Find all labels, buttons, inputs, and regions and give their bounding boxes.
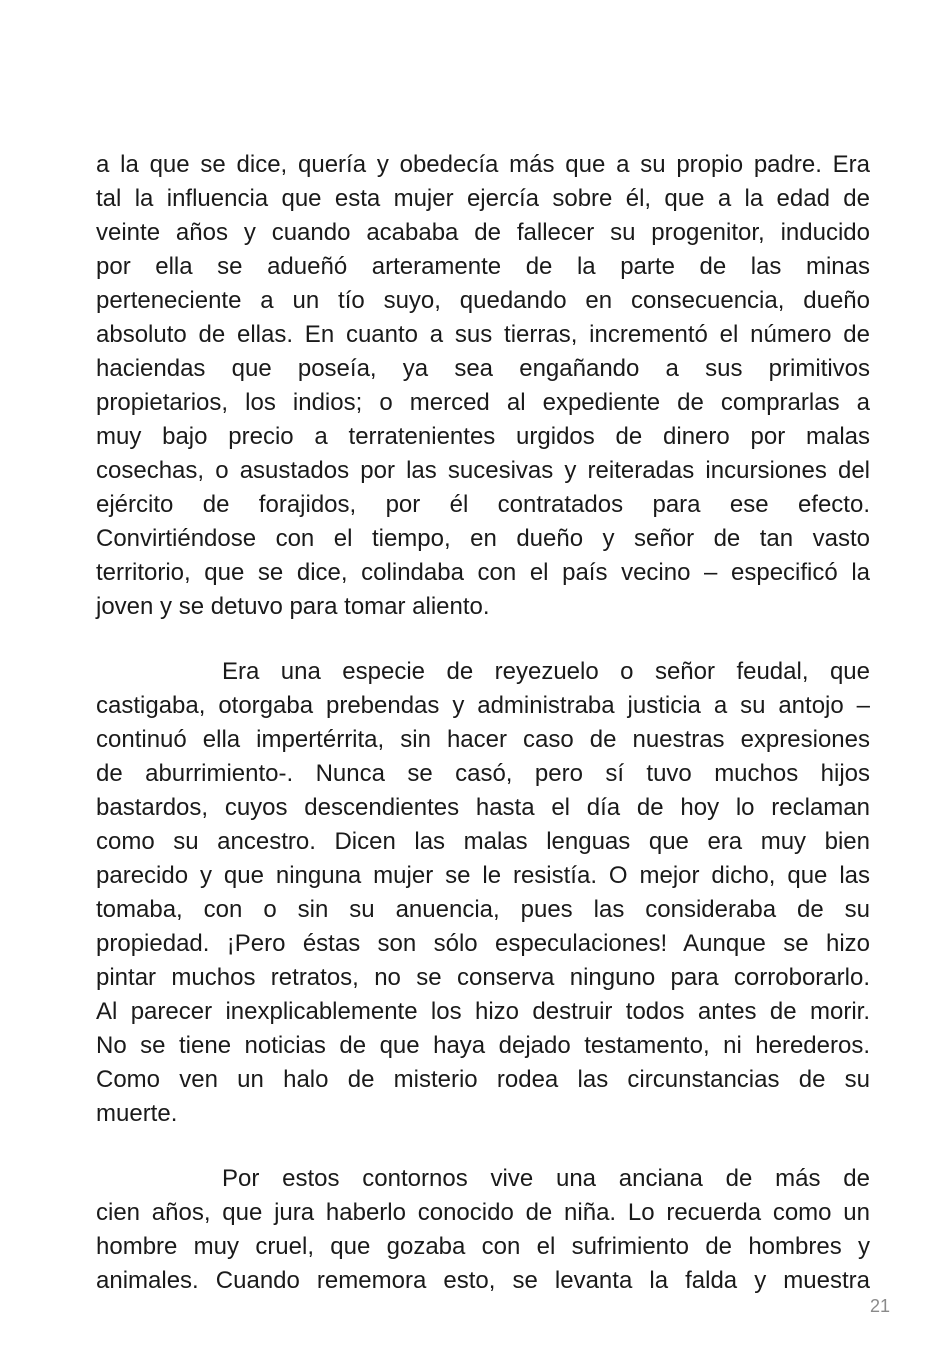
paragraph-line: animales. Cuando rememora esto, se levanta la falda y muestra [96,1267,870,1294]
paragraph-line: como su ancestro. Dicen las malas lenguas que era muy bien [96,828,870,855]
paragraph-1 [96,148,870,624]
paragraph-2 [96,655,870,1131]
paragraph-3 [96,1162,870,1298]
paragraph-line: joven y se detuvo para tomar aliento. [96,593,490,620]
paragraph-line: veinte años y cuando acababa de fallecer su progenitor, inducido [96,219,870,246]
paragraph-line: cien años, que jura haberlo conocido de niña. Lo recuerda como un [96,1199,870,1226]
paragraph-line: No se tiene noticias de que haya dejado testamento, ni herederos. [96,1032,870,1059]
paragraph-line: por ella se adueñó arteramente de la parte de las minas [96,253,870,280]
paragraph-line: haciendas que poseía, ya sea engañando a sus primitivos [96,355,870,382]
paragraph-line: Como ven un halo de misterio rodea las circunstancias de su [96,1066,870,1093]
paragraph-line: absoluto de ellas. En cuanto a sus tierras, incrementó el número de [96,321,870,348]
paragraph-line: a la que se dice, quería y obedecía más que a su propio padre. Era [96,151,870,178]
paragraph-line: cosechas, o asustados por las sucesivas y reiteradas incursiones del [96,457,870,484]
paragraph-line: ejército de forajidos, por él contratados para ese efecto. [96,491,870,518]
paragraph-line: muerte. [96,1100,178,1127]
paragraph-line: territorio, que se dice, colindaba con el país vecino – especificó la [96,559,870,586]
paragraph-line: propiedad. ¡Pero éstas son sólo especulaciones! Aunque se hizo [96,930,870,957]
paragraph-line: Era una especie de reyezuelo o señor feudal, que [222,658,870,685]
paragraph-line: Convirtiéndose con el tiempo, en dueño y señor de tan vasto [96,525,870,552]
paragraph-line: pintar muchos retratos, no se conserva ninguno para corroborarlo. [96,964,870,991]
paragraph-line: perteneciente a un tío suyo, quedando en consecuencia, dueño [96,287,870,314]
paragraph-line: parecido y que ninguna mujer se le resistía. O mejor dicho, que las [96,862,870,889]
paragraph-line: Por estos contornos vive una anciana de más de [222,1165,870,1192]
paragraph-line: bastardos, cuyos descendientes hasta el día de hoy lo reclaman [96,794,870,821]
paragraph-line: tomaba, con o sin su anuencia, pues las consideraba de su [96,896,870,923]
paragraph-line: Al parecer inexplicablemente los hizo destruir todos antes de morir. [96,998,870,1025]
paragraph-line: castigaba, otorgaba prebendas y administraba justicia a su antojo – [96,692,870,719]
paragraph-line: de aburrimiento-. Nunca se casó, pero sí tuvo muchos hijos [96,760,870,787]
paragraph-line: muy bajo precio a terratenientes urgidos de dinero por malas [96,423,870,450]
page-number: 21 [869,1296,890,1316]
paragraph-line: continuó ella impertérrita, sin hacer caso de nuestras expresiones [96,726,870,753]
paragraph-line: propietarios, los indios; o merced al expediente de comprarlas a [96,389,870,416]
paragraph-line: tal la influencia que esta mujer ejercía sobre él, que a la edad de [96,185,870,212]
paragraph-line: hombre muy cruel, que gozaba con el sufrimiento de hombres y [96,1233,870,1260]
